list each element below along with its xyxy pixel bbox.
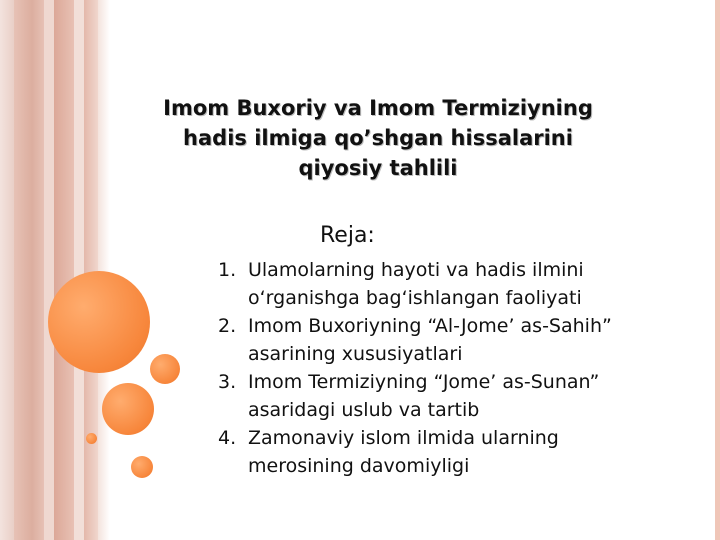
stripe (54, 0, 74, 540)
title-line: Imom Buxoriy va Imom Termiziyning (163, 96, 593, 120)
plan-item-number: 4. (218, 427, 237, 449)
plan-item-text: Ulamolarning hayoti va hadis ilmini (248, 259, 584, 281)
stripe (84, 0, 98, 540)
plan-list (218, 256, 688, 480)
plan-item-number: 1. (218, 259, 237, 281)
title-line: qiyosiy tahlili (298, 156, 458, 180)
right-border-line (715, 0, 720, 540)
decorative-circle-medium (102, 383, 154, 435)
plan-item-text: asarining xususiyatlari (248, 343, 463, 365)
decorative-circle-small (150, 354, 180, 384)
plan-item (218, 424, 688, 480)
decorative-circle-small (131, 456, 153, 478)
title-line: hadis ilmiga qo’shgan hissalarini (183, 126, 573, 150)
stripe (14, 0, 44, 540)
stripe (74, 0, 84, 540)
left-decorative-stripes (0, 0, 110, 540)
plan-item (218, 368, 688, 424)
plan-item-text: o‘rganishga bag‘ishlangan faoliyati (248, 287, 582, 309)
stripe (44, 0, 54, 540)
plan-item-text: asaridagi uslub va tartib (248, 399, 480, 421)
plan-item-text: Zamonaviy islom ilmida ularning (248, 427, 559, 449)
plan-item-text: Imom Buxoriyning “Al-Jome’ as-Sahih” (248, 315, 612, 337)
stripe (98, 0, 110, 540)
plan-item-number: 3. (218, 371, 237, 393)
decorative-circle-tiny (86, 433, 97, 444)
slide-title (110, 93, 646, 183)
decorative-circle-large (48, 271, 150, 373)
plan-item-text: merosining davomiyligi (248, 455, 470, 477)
plan-item-text: Imom Termiziyning “Jome’ as-Sunan” (248, 371, 600, 393)
stripe (0, 0, 14, 540)
plan-item-number: 2. (218, 315, 237, 337)
plan-heading: Reja: (320, 223, 375, 248)
plan-item (218, 256, 688, 312)
plan-item (218, 312, 688, 368)
